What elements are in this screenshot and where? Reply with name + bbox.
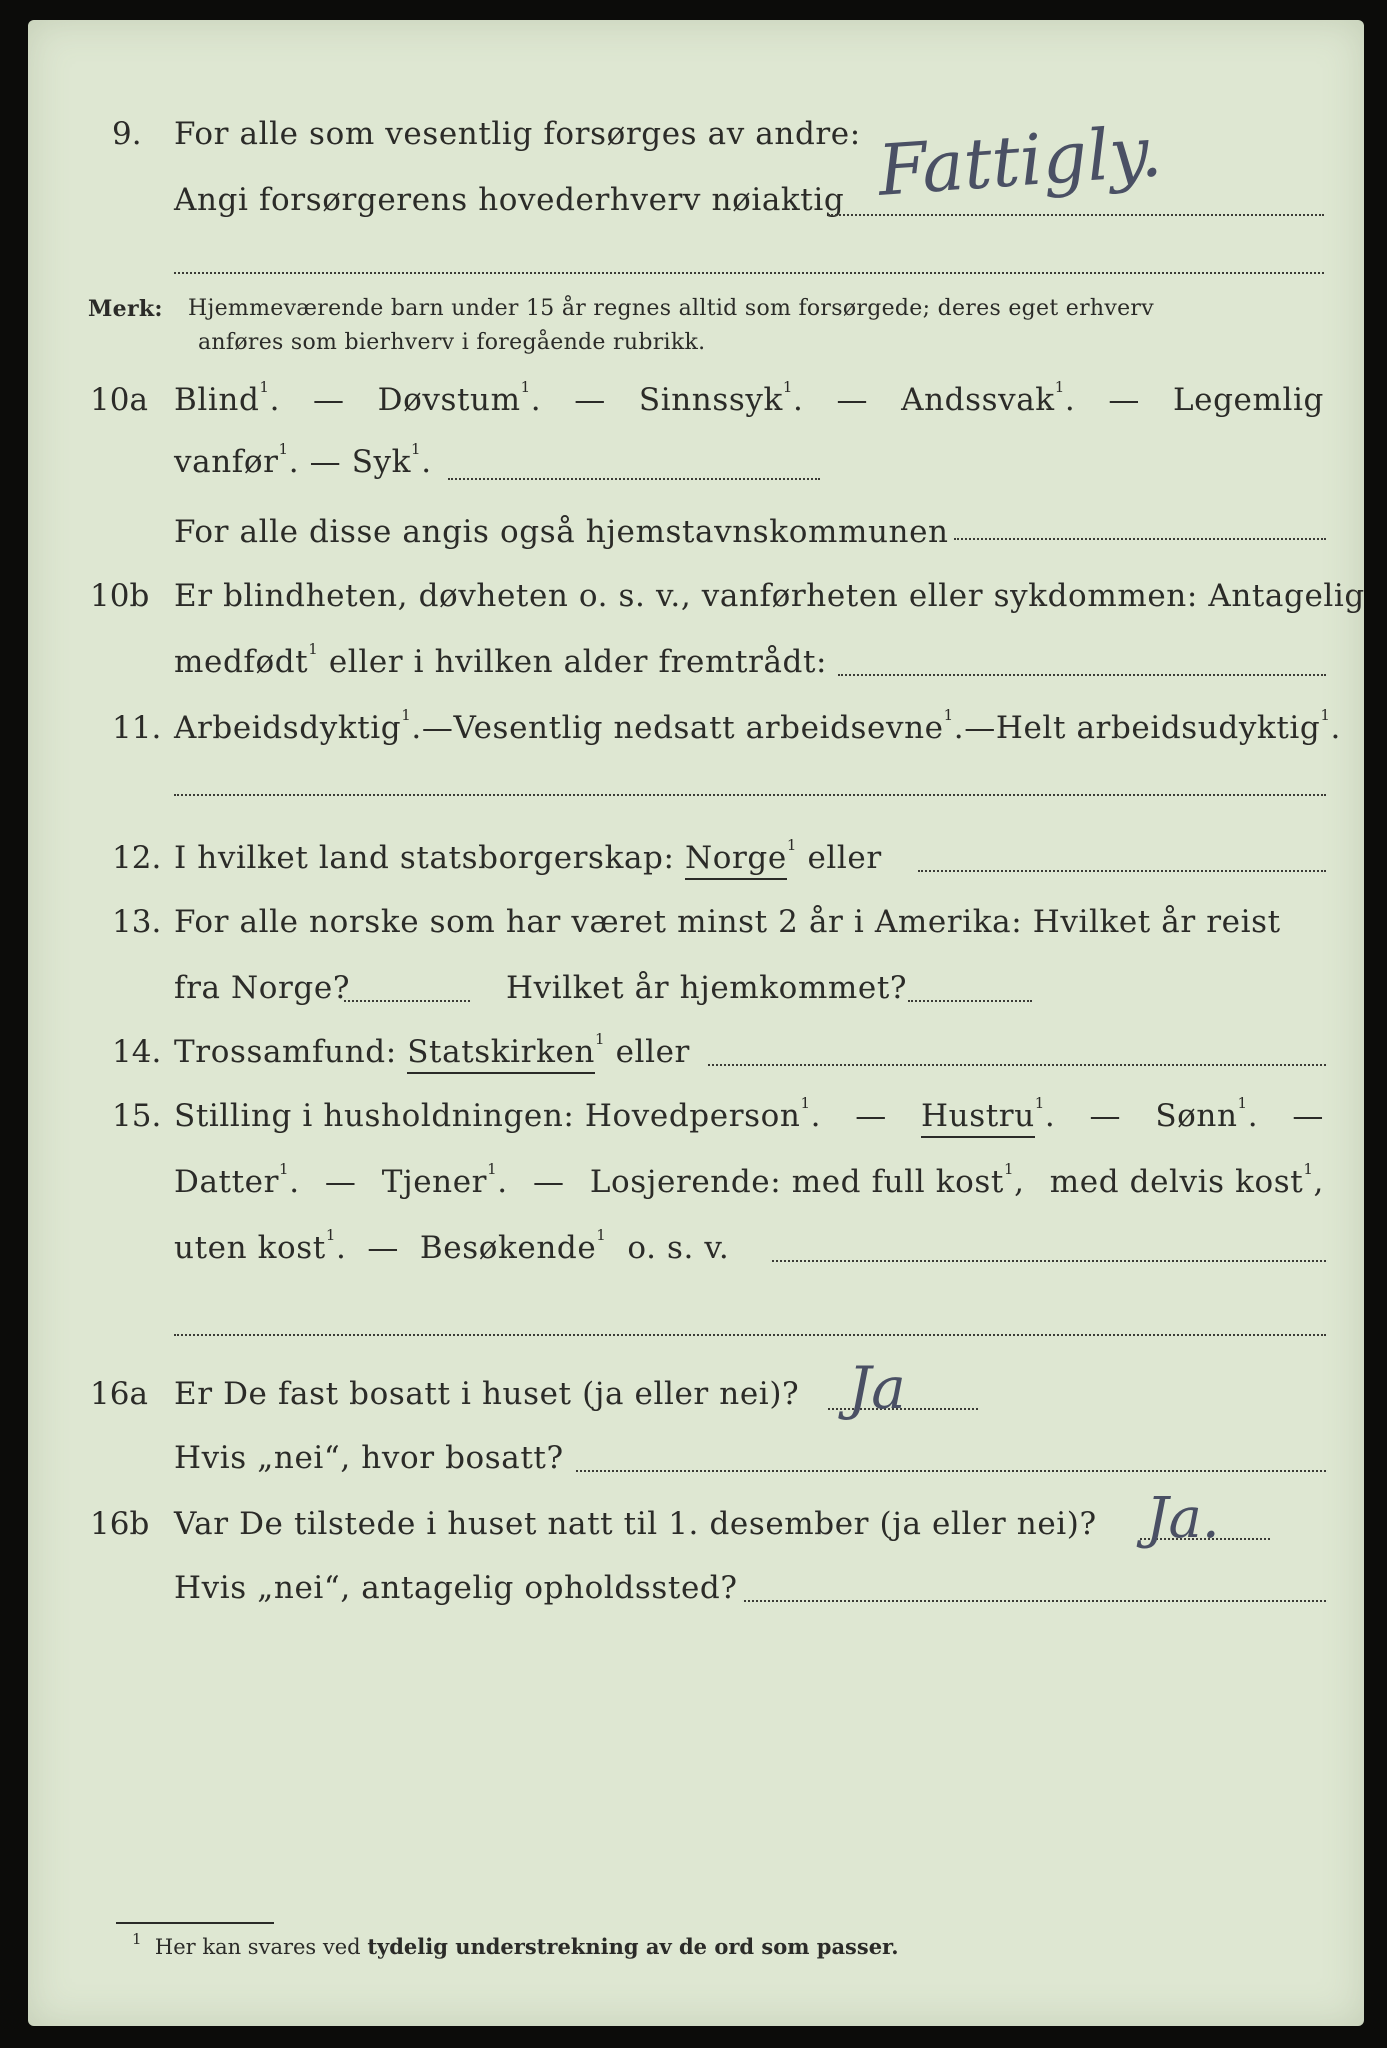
opt-sinnssyk: Sinnssyk$^1$. [638,378,804,418]
q16b-line1: Var De tilstede i huset natt til 1. desember (ja eller nei)? [174,1506,1097,1542]
sep: — [309,444,342,480]
q16a-line2: Hvis „nei“, hvor bosatt? [174,1440,564,1476]
opt-andssvak: Andssvak$^1$. [901,378,1076,418]
q9-number: 9. [112,116,142,152]
opt-norge-underlined: Norge [685,840,787,880]
q9-handwritten-answer: Fattigly. [875,110,1165,212]
q10b-number: 10b [90,578,150,614]
q14-number: 14. [112,1034,162,1070]
q16b-number: 16b [90,1506,150,1542]
q9-extra-line [174,272,1324,274]
q10b-line1: Er blindheten, døvheten o. s. v., vanførheten eller sykdommen: Antagelig [174,578,1365,614]
opt-statskirken-underlined: Statskirken [407,1034,595,1074]
q12-line: I hvilket land statsborgerskap: Norge$^1$ eller [174,840,882,876]
q12-answer-line [918,870,1326,872]
q13-number: 13. [112,904,162,940]
sep: — [313,382,345,418]
footnote: $^1$ Her kan svares ved tydelig understrekning av de ord som passer. [132,1930,899,1959]
q9-answer-line [828,214,1324,216]
q10a-answer-line [448,478,820,480]
merk-line1: Hjemmeværende barn under 15 år regnes alltid som forsørgede; deres eget erhverv [188,296,1154,321]
q15-number: 15. [112,1098,162,1134]
q16a-number: 16a [90,1376,148,1412]
opt-arbeidsdyktig: Arbeidsdyktig$^1$. [174,706,422,746]
q11-answer-line [174,794,1326,796]
q10a-line2 [174,440,432,480]
opt-dovstum: Døvstum$^1$. [377,378,542,418]
q16b-handwritten-answer: Ja. [1146,1486,1220,1551]
opt-blind: Blind$^1$. [174,378,281,418]
merk-label: Merk: [88,296,163,322]
opt-vanfor: vanfør$^1$. [174,440,300,480]
q15-answer-line [772,1260,1326,1262]
opt-udyktig: Helt arbeidsudyktig$^1$. [995,706,1341,746]
q13-hjem-label: Hvilket år hjemkommet? [506,970,908,1006]
q11-line [174,706,1341,746]
q11-number: 11. [112,710,162,746]
q16a-bosatt-line [576,1470,1326,1472]
q10b-line2: medfødt$^1$ eller i hvilken alder fremtrådt: [174,640,828,680]
q16a-handwritten-answer: Ja [848,1354,906,1422]
q10b-rest: eller i hvilken alder fremtrådt: [328,644,828,680]
sep: — [836,382,869,418]
q16a-line1: Er De fast bosatt i huset (ja eller nei)? [174,1376,800,1412]
q10a-number: 10a [90,382,148,418]
q10b-answer-line [838,674,1326,676]
q13-fra-line [344,1000,470,1002]
q12-number: 12. [112,840,162,876]
sep: — [574,382,606,418]
q16b-line2: Hvis „nei“, antagelig opholdssted? [174,1570,738,1606]
q10a-line3: For alle disse angis også hjemstavnskommunen [174,514,949,550]
q15-line2: Datter$^1$. — Tjener$^1$. — Losjerende: med full kost$^1$, med delvis kost$^1$, [174,1160,1324,1200]
q9-line1: For alle som vesentlig forsørges av andre: [174,116,861,152]
opt-syk: Syk$^1$. [351,440,432,480]
q16b-opholdssted-line [744,1600,1326,1602]
opt-nedsatt: Vesentlig nedsatt arbeidsevne$^1$. [453,706,965,746]
footnote-rule [116,1922,274,1924]
q15-extra-line [174,1334,1326,1336]
q10a-line1 [174,378,1324,418]
q13-fra-label: fra Norge? [174,970,351,1006]
q10a-hjemstavn-line [954,538,1326,540]
q13-line1: For alle norske som har været minst 2 år i Amerika: Hvilket år reist [174,904,1281,940]
opt-medfodt: medfødt [174,644,309,680]
q15-line1: Stilling i husholdningen: Hovedperson$^1$. — Hustru$^1$. — Sønn$^1$. — [174,1098,1324,1134]
q14-line: Trossamfund: Statskirken$^1$ eller [174,1034,690,1070]
sep: — [421,710,454,746]
merk-line2: anføres som bierhverv i foregående rubrikk. [198,330,706,355]
sep: — [1108,382,1140,418]
q14-answer-line [708,1064,1326,1066]
opt-legemlig: Legemlig [1172,382,1324,418]
sep: — [964,710,996,746]
census-form-page [28,20,1364,2026]
q15-line3: uten kost$^1$. — Besøkende$^1$ o. s. v. [174,1226,730,1266]
opt-hustru-underlined: Hustru [921,1098,1035,1138]
q9-line2: Angi forsørgerens hovederhverv nøiaktig [174,182,845,218]
q13-hjem-line [908,1000,1032,1002]
